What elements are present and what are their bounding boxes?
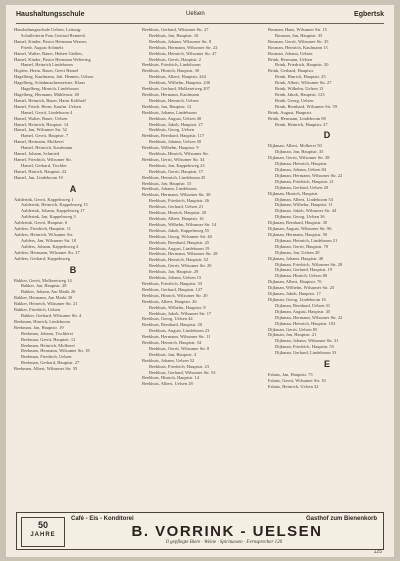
directory-entry: Hagelberg, Hinrich, Lindeboom xyxy=(21,86,79,92)
directory-entry: Eshuis, Heinrich, Uelsen 32 xyxy=(268,383,319,389)
directory-entry: Beekhuis, Wilhelm, Hauptstr. 236 xyxy=(149,80,211,86)
directory-entry: Beekhuis, Gerrit, Wilsumer Str. 20 xyxy=(149,263,212,269)
directory-entry: Bosman, Gerrit, Wilsumer Str. 35 xyxy=(268,38,329,44)
directory-entry: Beekhuis, Hermann, Wilsumer Str. 28 xyxy=(149,251,218,257)
directory-entry: Beekhuis, Hinrich, Wilsumer Str. xyxy=(149,151,209,157)
directory-entry: Dijkman, Albert, Molkerei 50 xyxy=(268,143,322,149)
directory-entry: Dijkman, Heinrich, Hauptstr. xyxy=(275,161,328,167)
directory-entry: Beekhuis, Jan, Hauptstr. 29 xyxy=(149,269,199,275)
directory-entry: Dijkman, Gerhard, Uelsen 20 xyxy=(275,184,329,190)
directory-entry: Dijkman, Jakob, Wilsumer Str. 44 xyxy=(275,208,337,214)
directory-entry: Beekhuis, Gerhard, Hauptstr. 127 xyxy=(142,286,203,292)
directory-entry: Beekhuis, Hermann, Wilsumer Str. 22 xyxy=(149,44,218,50)
directory-entry: Hamel, Heinrich, Hauptstr. 14 xyxy=(14,121,69,127)
directory-entry: Beekhuis, Gerrit, Wilsumer Str. 34 xyxy=(142,156,205,162)
directory-entry: Beekhuis, Wilhelm, Hauptstr. 8 xyxy=(149,304,206,310)
directory-entry: Beekman, Johann, Tischlerei xyxy=(21,330,74,336)
directory-entry: Beekhuis, Johann, Lindeboom xyxy=(142,186,197,192)
directory-entry: Dijkman, Hermann, Wilsumer Str. 22 xyxy=(275,314,343,320)
directory-entry: Beekhuis, Johann, Uelsen 50 xyxy=(149,139,202,145)
directory-entry: Dijkman, Johann, Hauptstr. 40 xyxy=(268,255,324,261)
directory-entry: Friedr. August Schmelz xyxy=(21,44,64,50)
directory-entry: Aalders, Johann, Kappelnweg 2 xyxy=(21,243,79,249)
directory-entry: Dijkman, Gerrit, Hauptstr. 70 xyxy=(275,243,329,249)
directory-entry: Brink, August, Hauptstr. xyxy=(268,109,313,115)
directory-entry: Beekhuis, Bernhard, Hauptstr. 20 xyxy=(142,322,203,328)
directory-entry: Hamel, Jan, Wilsumer Str. 52 xyxy=(14,127,67,133)
directory-entry: Dijkman, Gerrit, Uelsen 85 xyxy=(268,326,318,332)
directory-entry: Dijkman, Bernhard, Hauptstr. 30 xyxy=(268,220,328,226)
badge-word: JAHRE xyxy=(30,532,56,538)
directory-entry: Beekman, Friedrich, Uelsen xyxy=(21,354,72,360)
directory-entry: Dijkman, Gerrit, Wilsumer Str. 38 xyxy=(268,155,330,161)
directory-entry: Hagelberg, Hermann, Mühlenstr. 40 xyxy=(14,91,79,97)
directory-entry: Aalderink, Gerrit, Hauptstr. 6 xyxy=(14,220,68,226)
directory-entry: Schulleiterin Frau Gertrud Renneck xyxy=(21,32,86,38)
directory-entry: Brink, Jakob, Hauptstr. 123 xyxy=(275,91,325,97)
directory-entry: Beekhuis, Jan, Kappelnweg 23 xyxy=(149,162,205,168)
directory-entry: Dijkman, Jan, Hauptstr. 21 xyxy=(268,332,317,338)
directory-entry: Dijkman, Jakob, Hauptstr. 17 xyxy=(268,291,321,297)
directory-entry: Dijkman, Friedrich, Wilsumer Str. 28 xyxy=(275,261,343,267)
section-letter: B xyxy=(69,264,77,275)
header-right: Egbertsk xyxy=(354,11,384,18)
directory-entry: Dijkman, Friedrich, Hauptstr. 55 xyxy=(275,344,334,350)
directory-entry: Beekhuis, Gerhard, Wilsumer Str. 53 xyxy=(149,369,216,375)
directory-entry: Brink, Albert, Wilsumer Str. 27 xyxy=(275,80,332,86)
directory-entry: Dijkman, Albert, Hauptstr. 76 xyxy=(268,279,322,285)
directory-entry: Beekhuis, Heinrich, Uelsen xyxy=(149,97,199,103)
directory-entry: Hamel, Heinrich Lindeboom xyxy=(21,62,73,68)
directory-entry: Hamel, Kinder, Pastor Hermann Werner, xyxy=(14,38,88,44)
directory-entry: Beekhuis, Friedrich, Hauptstr. 33 xyxy=(142,280,202,286)
badge-number: 50 xyxy=(37,520,48,530)
directory-entry: Beekhuis, Heinrich, Hauptstr. 52 xyxy=(149,257,209,263)
directory-entry: Beekhuis, Gerrit, Hauptstr. 2 xyxy=(149,56,201,62)
anniversary-badge xyxy=(21,517,65,547)
directory-entry: Aalderink, Johann, Kappelnweg 17 xyxy=(21,208,85,214)
directory-entry: Hamel, Kinder, Pastor Hermann Weltering xyxy=(14,56,91,62)
directory-entry: Dijkman, Johann, Wilsumer Str. 31 xyxy=(275,338,339,344)
section-letter: A xyxy=(69,183,77,194)
directory-entry: Beekhuis, Gerhard, Uelsen 21 xyxy=(149,204,204,210)
directory-entry: Aalders, Friedrich, Hauptstr. 11 xyxy=(14,226,72,232)
directory-entry: Brink, Hinrich, Hauptstr. 25 xyxy=(275,74,326,80)
directory-entry: Dijkman, Hermann, Wilsumer Str. 22 xyxy=(275,172,343,178)
directory-entry: Beekhuis, Georg, Uelsen xyxy=(149,127,194,133)
directory-entry: Dijkman, Wilhelm, Wilsumer Str. 25 xyxy=(268,285,335,291)
directory-entry: Brink, Heinrich, Hauptstr. 27 xyxy=(275,121,328,127)
directory-entry: Dijkman, Johann, Uelsen 84 xyxy=(275,167,327,173)
directory-entry: Beekman, Hinrich, Lindeboom xyxy=(14,318,70,324)
directory-entry: Hamel, Heinrich, Bauer, Harm Kolthoff xyxy=(14,97,86,103)
directory-column-2 xyxy=(142,27,260,515)
directory-entry: Brink, Gerhard, Hauptstr. xyxy=(268,68,315,74)
directory-entry: Haushaltungsschule Uelsen, Leitung: xyxy=(14,27,82,32)
directory-entry: Brink, Wilhelm, Uelsen 13 xyxy=(275,86,324,92)
directory-entry: Dijkman, Albert, Lindeboom 54 xyxy=(275,196,333,202)
directory-entry: Beekhuis, Albert, Uelsen 28 xyxy=(142,381,193,387)
directory-entry: Aalderink, Jan, Kappelnweg 3 xyxy=(21,214,76,220)
ad-top-left: Café - Eis - Konditorei xyxy=(71,516,134,522)
directory-entry: Bosman, Johann, Uelsen xyxy=(268,50,313,56)
directory-entry: Beekhuis, Albert, Hauptstr. 26 xyxy=(142,298,197,304)
directory-entry: Bosman, Jan, Hauptstr. 35 xyxy=(275,32,323,38)
directory-entry: Dijkman, August, Hauptstr. 45 xyxy=(275,308,331,314)
directory-entry: Beekhuis, Gerhard, Molkereiweg 207 xyxy=(142,86,210,92)
directory-entry: Dijkman, Bernhard, Uelsen 31 xyxy=(275,302,331,308)
directory-entry: Dijkman, Georg, Lindeboom 16 xyxy=(268,296,326,302)
directory-entry: Beekhuis, Hermann, Wilsumer Str. 11 xyxy=(142,334,211,340)
directory-entry: Hamel, Gerhard, Tischler xyxy=(21,162,67,168)
directory-entry: Beekhuis, August, Lindeboom 19 xyxy=(149,245,210,251)
directory-entry: Beekhuis, Georg, Uelsen 44 xyxy=(142,316,193,322)
directory-entry: Hamel, Hermann, Molkerei xyxy=(14,139,64,145)
directory-entry: Bosman, Heinrich, Kaufmann 13 xyxy=(268,44,328,50)
directory-entry: Beekman, Jan, Hauptstr. 19 xyxy=(14,324,64,330)
directory-entry: Eshuis, Gerrit, Wilsumer Str. 10 xyxy=(268,377,326,383)
directory-entry: Beekman, Hermann, Wilsumer Str. 18 xyxy=(21,348,90,354)
directory-entry: Brink, Georg, Uelsen xyxy=(275,97,314,103)
directory-entry: Beekhuis, Jan, Hauptstr. 4 xyxy=(149,351,197,357)
directory-entry: Aalders, Jan, Wilsumer Str. 18 xyxy=(21,237,77,243)
directory-entry: Dijkman, Hermann, Hauptstr. 50 xyxy=(268,232,328,237)
directory-entry: Dijkman, Georg, Uelsen 36 xyxy=(275,214,325,220)
directory-page xyxy=(6,5,394,557)
directory-entry: Beekhuis, Johann, Wilsumer Str. 8 xyxy=(149,38,212,44)
directory-entry: Bakker, Gerrit, Molkereiweg 14 xyxy=(14,277,72,283)
directory-entry: Beekhuis, Heinrich, Wilsumer Str. 47 xyxy=(149,50,217,56)
directory-entry: Aalderink, Gerrit, Kappelnweg 1 xyxy=(14,196,74,202)
directory-entry: Beekhuis, Hermann, Kaufmann xyxy=(142,91,199,97)
directory-entry: Beekhuis, Bernhard, Hauptstr. 25 xyxy=(149,239,210,245)
directory-entry: Dijkman, August, Wilsumer Str. 96 xyxy=(268,226,332,232)
page-number: 125 xyxy=(373,549,382,555)
directory-entry: Beekhuis, Jakob, Hauptstr. 27 xyxy=(149,121,203,127)
directory-entry: Dijkman, Hinrich, Uelsen 80 xyxy=(275,273,328,279)
directory-entry: Aalders, Heinrich, Wilsumer Str. xyxy=(14,232,74,237)
directory-entry: Beekhuis, Johann, Lindeboom xyxy=(142,109,197,115)
directory-entry: Hamel, Friedrich, Wilsumer Str. xyxy=(14,156,72,162)
directory-entry: Brink, Friedrich, Hauptstr. 20 xyxy=(275,62,329,68)
ad-brand: B. VORRINK - UELSEN xyxy=(131,523,323,540)
directory-entry: Bakker, Gerhard, Wilsumer Str. 4 xyxy=(21,312,82,318)
header-center: Uelsen xyxy=(186,11,205,17)
directory-entry: Beekhuis, Heinrich, Hauptstr. 34 xyxy=(142,340,202,346)
directory-entry: Beekhuis, Heinrich, Lindeboom 45 xyxy=(142,174,206,180)
directory-entry: Beekhuis, Hinrich, Hauptstr. 30 xyxy=(142,68,200,74)
directory-entry: Bosman, Hans, Wilsumer Str. 15 xyxy=(268,27,327,32)
directory-entry: Dijkman, Friedrich, Hauptstr. 21 xyxy=(275,178,334,184)
directory-entry: Beekhuis, Jan, Hauptstr. 12 xyxy=(142,103,192,109)
advertisement xyxy=(16,512,384,550)
directory-entry: Dijkman, Heinrich, Hauptstr. 103 xyxy=(275,320,336,326)
directory-entry: Beekhuis, Hinrich, Wilsumer Str. 20 xyxy=(142,292,208,298)
directory-entry: Hamel, Heinrich, Kaufmann xyxy=(21,145,73,151)
directory-entry: Dijkman, Heinrich, Lindeboom 21 xyxy=(275,237,338,243)
directory-entry: Bakker, Heinrich, Wilsumer Str. 21 xyxy=(14,301,78,307)
directory-entry: Beekhuis, Bernhard, Hauptstr. 117 xyxy=(142,133,205,139)
directory-entry: Dijkman, Jan, Hauptstr. 35 xyxy=(275,149,324,155)
directory-entry: Dijkman, Hinrich, Hauptstr. xyxy=(268,190,319,196)
directory-entry: Beekhuis, Jan, Hauptstr. 15 xyxy=(142,180,192,186)
directory-entry: Hamel, Gerrit, Lindeboom 4 xyxy=(21,109,73,115)
directory-entry: Beekhuis, Georg, Wilsumer Str. 40 xyxy=(149,233,212,239)
directory-entry: Dijkman, Jan, Uelsen 20 xyxy=(275,249,320,255)
directory-entry: Dijkman, Gerhard, Hauptstr. 19 xyxy=(275,267,333,273)
directory-entry: Beekhuis, Albert, Hauptstr. 16 xyxy=(149,216,204,221)
directory-entry: Beekhuis, Gerhard, Wilsumer Str. 27 xyxy=(142,27,209,32)
directory-entry: Dijkman, Wilhelm, Hauptstr. 11 xyxy=(275,202,333,208)
directory-entry: Hamel, Walter, Bauer, Hubert Gießen, xyxy=(14,50,83,56)
directory-entry: Beekhuis, Gerrit, Hauptstr. 17 xyxy=(149,168,204,174)
directory-entry: Beekhuis, Jan, Hauptstr. 16 xyxy=(149,32,199,38)
directory-entry: Bakker, Hermann, Am Markt 30 xyxy=(14,295,73,301)
page-header xyxy=(16,9,384,24)
directory-entry: Bakker, Friedrich, Uelsen xyxy=(14,307,61,313)
directory-entry: Beekhuis, Johann, Uelsen 15 xyxy=(149,275,202,281)
directory-entry: Bakker, Jan, Hauptstr. 28 xyxy=(21,283,67,289)
directory-entry: Beekhuis, Wilhelm, Hauptstr. 9 xyxy=(142,145,199,151)
directory-entry: Aalders, Hermann, Wilsumer Str. 27 xyxy=(14,249,80,255)
directory-entry: Hagelberg, Kaufmann, Joh. Hennen, Uelsen xyxy=(14,74,94,80)
directory-entry: Beekhuis, Friedrich, Hauptstr. 23 xyxy=(149,363,209,369)
directory-entry: Aalders, Gerhard, Kappelnweg xyxy=(14,255,71,261)
directory-entry: Bakker, Johann, Am Markt 26 xyxy=(21,289,76,295)
directory-entry: Hamel, Hinrich, Hauptstr. 22 xyxy=(14,168,67,174)
directory-column-3 xyxy=(268,27,386,515)
header-left: Haushaltungsschule xyxy=(16,11,85,18)
directory-entry: Beekhuis, August, Uelsen 40 xyxy=(149,115,202,121)
directory-entry: Beekhuis, Jakob, Wilsumer Str. 17 xyxy=(149,310,212,316)
directory-column-1 xyxy=(14,27,132,515)
ad-top-right: Gasthof zum Bienenkorb xyxy=(305,516,377,522)
directory-entry: Beekhuis, Hinrich, Hauptstr. 14 xyxy=(142,375,200,381)
directory-entry: Beekhuis, Friedrich, Lindeboom xyxy=(142,62,201,68)
directory-entry: Beekman, Gerhard, Hauptstr. 27 xyxy=(21,360,80,366)
directory-entry: Beekhuis, Hermann, Wilsumer Str. 38 xyxy=(142,192,211,198)
directory-entry: Hopfen, Herm. Bauer, Geert Hamel xyxy=(14,68,79,74)
directory-entry: Beekhuis, August, Lindeboom 23 xyxy=(149,328,210,334)
directory-entry: Beekhuis, Albert, Hauptstr. 244 xyxy=(149,74,206,80)
directory-entry: Beekman, Gerrit, Hauptstr. 12 xyxy=(21,336,76,342)
directory-entry: Hamel, Jan, Lindeboom 10 xyxy=(14,174,63,180)
section-letter: E xyxy=(323,359,330,370)
ad-tagline: Il gepflegte Biere · Weine · Spirituosen · Fernsprecher 120 xyxy=(165,540,283,545)
directory-entry: Hagelberg, Schuhmachermeister, Klaas xyxy=(14,80,86,86)
directory-entry: Hamel, Friedr. Herm. Kaufm. Uelsen xyxy=(14,103,82,109)
directory-entry: Hamel, Walter, Bauer, Uelsen xyxy=(14,115,68,121)
directory-entry: Beekman, Heinrich, Molkerei xyxy=(21,342,75,348)
directory-entry: Brink, Hermann, Lindeboom 80 xyxy=(268,115,326,121)
directory-entry: Beekhuis, Friedrich, Hauptstr. 26 xyxy=(149,198,209,204)
directory-entry: Beekhuis, Hinrich, Hauptstr. 20 xyxy=(149,210,207,216)
directory-entry: Brink, Hermann, Uelsen xyxy=(268,56,313,62)
directory-entry: Eshuis, Jan, Hauptstr. 73 xyxy=(268,372,313,378)
directory-entry: Beekhuis, Wilhelm, Wilsumer Str. 14 xyxy=(149,221,217,227)
directory-entry: Beekman, Albert, Wilsumer Str. 35 xyxy=(14,366,78,372)
directory-entry: Hamel, Gerrit, Hauptstr. 7 xyxy=(21,133,69,139)
directory-entry: Brink, Bernhard, Wilsumer Str. 59 xyxy=(275,103,338,109)
directory-entry: Hamel, Johann, Schmied xyxy=(14,151,59,157)
section-letter: D xyxy=(323,130,331,141)
directory-entry: Beekhuis, Gerrit, Wilsumer Str. 8 xyxy=(149,345,210,351)
directory-entry: Beekhuis, Jakob, Kappelnweg 55 xyxy=(149,227,210,233)
directory-entry: Dijkman, Gerhard, Lindeboom 33 xyxy=(275,350,337,356)
directory-entry: Beekhuis, Johann, Uelsen 52 xyxy=(142,357,195,363)
directory-entry: Aalderink, Heinrich, Kappelnweg 15 xyxy=(21,202,88,208)
